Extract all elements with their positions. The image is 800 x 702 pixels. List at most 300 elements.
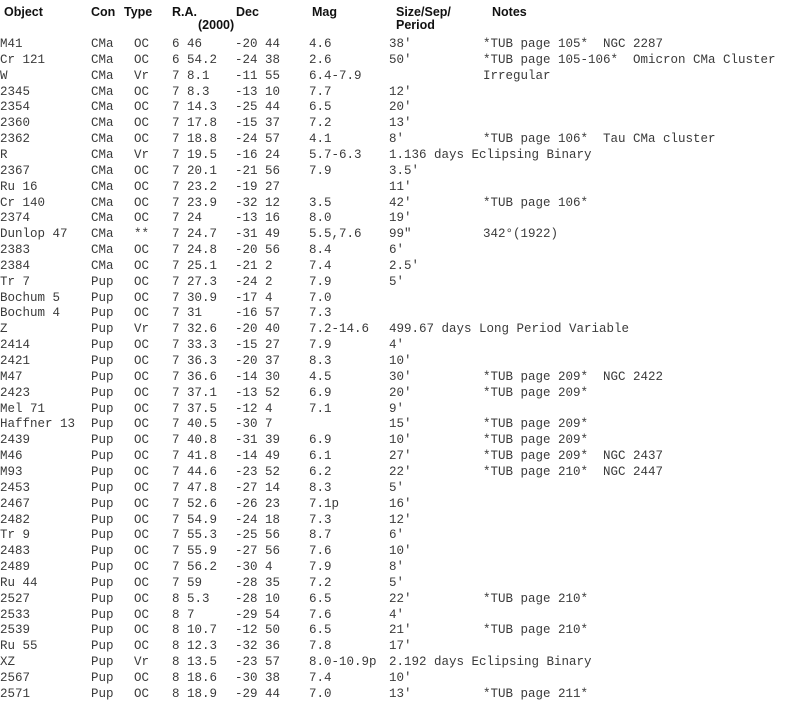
- table-row: [0, 559, 800, 575]
- cell-mag: 7.4: [309, 671, 332, 685]
- cell-mag: 6.5: [309, 623, 332, 638]
- cell-dec: -13 52: [235, 385, 281, 400]
- cell-dec: -17 4: [235, 290, 273, 305]
- cell-notes: *TUB page 105* NGC 2287: [483, 37, 664, 51]
- cell-ra: 7 37.5: [172, 401, 218, 416]
- cell-mag: 5.7-6.3: [309, 147, 362, 162]
- cell-object: 2533: [0, 607, 31, 622]
- cell-dec: -20 40: [235, 322, 281, 337]
- table-row: [0, 496, 800, 512]
- cell-dec: -27 56: [235, 544, 281, 559]
- cell-dec: -25 44: [235, 100, 281, 115]
- cell-object: Tr 7: [0, 274, 31, 289]
- cell-mag: 6.4-7.9: [309, 68, 362, 83]
- cell-size: 12': [389, 512, 412, 527]
- header-epoch: (2000): [198, 18, 235, 32]
- cell-mag: 7.2: [309, 116, 332, 131]
- table-row: [0, 163, 800, 179]
- cell-size: 17': [389, 639, 412, 654]
- cell-con: Pup: [91, 274, 114, 289]
- table-row: [0, 68, 800, 84]
- cell-dec: -23 57: [235, 655, 281, 670]
- cell-mag: 6.9: [309, 385, 332, 400]
- cell-type: OC: [134, 512, 150, 527]
- header-notes: Notes: [492, 5, 527, 19]
- cell-type: Vr: [134, 147, 150, 162]
- cell-size: 2.5': [389, 258, 420, 273]
- cell-con: CMa: [91, 52, 114, 67]
- cell-mag: 7.1: [309, 401, 332, 416]
- cell-con: Pup: [91, 496, 114, 511]
- cell-mag: 7.8: [309, 639, 332, 654]
- cell-mag: 3.5: [309, 195, 332, 210]
- cell-con: Pup: [91, 401, 114, 416]
- cell-object: M47: [0, 369, 23, 384]
- cell-dec: -31 49: [235, 227, 281, 242]
- cell-type: OC: [134, 132, 150, 147]
- cell-con: Pup: [91, 623, 114, 638]
- cell-ra: 7 40.8: [172, 433, 218, 448]
- table-row: [0, 52, 800, 68]
- cell-object: 2567: [0, 671, 31, 685]
- cell-con: Pup: [91, 464, 114, 479]
- cell-mag: 8.0-10.9p: [309, 655, 377, 670]
- table-row: [0, 210, 800, 226]
- table-row: [0, 242, 800, 258]
- cell-type: OC: [134, 306, 150, 321]
- cell-notes: *TUB page 211*: [483, 686, 589, 701]
- table-row: [0, 321, 800, 337]
- cell-notes: *TUB page 210*: [483, 591, 589, 606]
- cell-object: Ru 55: [0, 639, 38, 654]
- table-row: [0, 401, 800, 417]
- cell-size: 13': [389, 686, 412, 701]
- cell-dec: -13 10: [235, 84, 281, 99]
- cell-ra: 7 32.6: [172, 322, 218, 337]
- cell-size: 10': [389, 671, 412, 685]
- cell-size: 10': [389, 354, 412, 368]
- cell-mag: 7.9: [309, 163, 332, 178]
- cell-ra: 7 52.6: [172, 496, 218, 511]
- cell-ra: 7 27.3: [172, 274, 218, 289]
- cell-object: 2367: [0, 163, 31, 178]
- cell-size: 8': [389, 560, 405, 575]
- cell-ra: 7 36.6: [172, 369, 218, 384]
- cell-size: 1.136 days: [389, 147, 465, 162]
- cell-type: OC: [134, 338, 150, 353]
- cell-type: OC: [134, 401, 150, 416]
- cell-ra: 8 7: [172, 607, 195, 622]
- cell-ra: 8 10.7: [172, 623, 218, 638]
- cell-con: Pup: [91, 575, 114, 590]
- cell-mag: 5.5,7.6: [309, 227, 362, 242]
- cell-con: Pup: [91, 480, 114, 495]
- cell-type: OC: [134, 449, 150, 464]
- cell-notes: *TUB page 106*: [483, 195, 589, 210]
- cell-dec: -32 12: [235, 195, 281, 210]
- header-period: Period: [396, 18, 435, 32]
- cell-type: OC: [134, 258, 150, 273]
- cell-mag: 4.5: [309, 369, 332, 384]
- cell-object: 2489: [0, 560, 31, 575]
- cell-type: OC: [134, 544, 150, 559]
- cell-con: CMa: [91, 147, 114, 162]
- cell-mag: 8.0: [309, 211, 332, 226]
- cell-con: CMa: [91, 116, 114, 131]
- table-row: [0, 638, 800, 654]
- table-row: [0, 512, 800, 528]
- cell-type: OC: [134, 528, 150, 543]
- table-row: [0, 654, 800, 670]
- cell-con: CMa: [91, 243, 114, 258]
- cell-type: OC: [134, 496, 150, 511]
- cell-size: 20': [389, 100, 412, 115]
- cell-con: CMa: [91, 211, 114, 226]
- cell-size: 19': [389, 211, 412, 226]
- cell-dec: -20 37: [235, 354, 281, 368]
- table-row: [0, 385, 800, 401]
- cell-ra: 7 25.1: [172, 258, 218, 273]
- cell-ra: 8 18.9: [172, 686, 218, 701]
- cell-dec: -19 27: [235, 179, 281, 194]
- cell-size: 11': [389, 179, 412, 194]
- cell-con: Pup: [91, 385, 114, 400]
- cell-dec: -24 57: [235, 132, 281, 147]
- cell-object: Bochum 4: [0, 306, 61, 321]
- cell-dec: -14 49: [235, 449, 281, 464]
- cell-ra: 7 24: [172, 211, 203, 226]
- table-row: [0, 305, 800, 321]
- cell-type: OC: [134, 686, 150, 701]
- cell-object: M46: [0, 449, 23, 464]
- cell-type: OC: [134, 290, 150, 305]
- table-row: [0, 416, 800, 432]
- cell-mag: 4.6: [309, 37, 332, 51]
- cell-mag: 6.5: [309, 591, 332, 606]
- cell-mag: 7.6: [309, 607, 332, 622]
- cell-object: 2384: [0, 258, 31, 273]
- cell-dec: -14 30: [235, 369, 281, 384]
- table-row: [0, 369, 800, 385]
- header-size: Size/Sep/: [396, 5, 451, 19]
- cell-type: OC: [134, 671, 150, 685]
- cell-mag: 7.4: [309, 258, 332, 273]
- cell-size: 16': [389, 496, 412, 511]
- table-row: [0, 432, 800, 448]
- cell-dec: -30 4: [235, 560, 273, 575]
- table-row: [0, 448, 800, 464]
- cell-size: 10': [389, 433, 412, 448]
- cell-dec: -29 54: [235, 607, 281, 622]
- cell-dec: -16 57: [235, 306, 281, 321]
- cell-ra: 7 54.9: [172, 512, 218, 527]
- cell-type: Vr: [134, 322, 150, 337]
- cell-notes: *TUB page 209* NGC 2422: [483, 369, 664, 384]
- cell-size: 12': [389, 84, 412, 99]
- cell-object: 2354: [0, 100, 31, 115]
- table-row: [0, 115, 800, 131]
- cell-con: Pup: [91, 290, 114, 305]
- cell-size: 5': [389, 480, 405, 495]
- cell-ra: 7 40.5: [172, 417, 218, 432]
- cell-ra: 7 19.5: [172, 147, 218, 162]
- cell-con: Pup: [91, 417, 114, 432]
- cell-object: Mel 71: [0, 401, 46, 416]
- cell-ra: 7 17.8: [172, 116, 218, 131]
- table-row: [0, 99, 800, 115]
- cell-notes: *TUB page 210*: [483, 623, 589, 638]
- cell-con: Pup: [91, 607, 114, 622]
- cell-type: OC: [134, 354, 150, 368]
- cell-con: CMa: [91, 84, 114, 99]
- cell-con: Pup: [91, 639, 114, 654]
- cell-con: CMa: [91, 163, 114, 178]
- cell-dec: -24 18: [235, 512, 281, 527]
- cell-con: CMa: [91, 179, 114, 194]
- table-row: [0, 195, 800, 211]
- cell-type: OC: [134, 623, 150, 638]
- cell-con: CMa: [91, 37, 114, 51]
- cell-size: 4': [389, 338, 405, 353]
- cell-con: Pup: [91, 544, 114, 559]
- cell-con: Pup: [91, 655, 114, 670]
- cell-type: Vr: [134, 68, 150, 83]
- cell-con: CMa: [91, 195, 114, 210]
- table-row: [0, 464, 800, 480]
- header-ra: R.A.: [172, 5, 197, 19]
- table-row: [0, 527, 800, 543]
- cell-size: 13': [389, 116, 412, 131]
- cell-con: Pup: [91, 560, 114, 575]
- header-mag: Mag: [312, 5, 337, 19]
- table-row: [0, 131, 800, 147]
- cell-size: 499.67 days: [389, 322, 472, 337]
- cell-type: OC: [134, 84, 150, 99]
- cell-object: 2571: [0, 686, 31, 701]
- cell-con: Pup: [91, 528, 114, 543]
- cell-ra: 7 20.1: [172, 163, 218, 178]
- table-row: [0, 337, 800, 353]
- cell-ra: 7 14.3: [172, 100, 218, 115]
- cell-con: Pup: [91, 512, 114, 527]
- cell-ra: 7 31: [172, 306, 203, 321]
- cell-notes: *TUB page 106* Tau CMa cluster: [483, 132, 716, 147]
- cell-con: CMa: [91, 100, 114, 115]
- cell-con: Pup: [91, 306, 114, 321]
- cell-notes: *TUB page 209* NGC 2437: [483, 449, 664, 464]
- cell-object: 2423: [0, 385, 31, 400]
- cell-notes: Irregular: [483, 68, 551, 83]
- header-object: Object: [4, 5, 43, 19]
- cell-dec: -13 16: [235, 211, 281, 226]
- cell-object: Ru 44: [0, 575, 38, 590]
- table-row: [0, 607, 800, 623]
- cell-object: 2539: [0, 623, 31, 638]
- cell-con: CMa: [91, 258, 114, 273]
- cell-notes: *TUB page 209*: [483, 433, 589, 448]
- cell-dec: -30 38: [235, 671, 281, 685]
- cell-object: 2414: [0, 338, 31, 353]
- cell-ra: 7 24.7: [172, 227, 218, 242]
- cell-notes: *TUB page 209*: [483, 417, 589, 432]
- cell-type: OC: [134, 480, 150, 495]
- cell-type: OC: [134, 274, 150, 289]
- cell-notes: *TUB page 210* NGC 2447: [483, 464, 664, 479]
- cell-ra: 6 46: [172, 37, 203, 51]
- cell-dec: -21 2: [235, 258, 273, 273]
- cell-object: Dunlop 47: [0, 227, 68, 242]
- table-row: [0, 36, 800, 52]
- cell-type: OC: [134, 116, 150, 131]
- cell-type: OC: [134, 369, 150, 384]
- cell-type: Vr: [134, 655, 150, 670]
- cell-type: OC: [134, 591, 150, 606]
- cell-object: 2439: [0, 433, 31, 448]
- cell-object: R: [0, 147, 8, 162]
- cell-type: OC: [134, 243, 150, 258]
- cell-type: OC: [134, 575, 150, 590]
- cell-ra: 8 12.3: [172, 639, 218, 654]
- cell-size: 3.5': [389, 163, 420, 178]
- cell-dec: -23 52: [235, 464, 281, 479]
- cell-mag: 8.4: [309, 243, 332, 258]
- cell-size: 6': [389, 243, 405, 258]
- table-row: [0, 353, 800, 369]
- cell-ra: 8 18.6: [172, 671, 218, 685]
- header-dec: Dec: [236, 5, 259, 19]
- cell-dec: -31 39: [235, 433, 281, 448]
- cell-dec: -16 24: [235, 147, 281, 162]
- cell-object: 2383: [0, 243, 31, 258]
- table-row: [0, 179, 800, 195]
- cell-mag: 7.9: [309, 338, 332, 353]
- table-row: [0, 622, 800, 638]
- cell-con: CMa: [91, 68, 114, 83]
- cell-con: Pup: [91, 433, 114, 448]
- cell-mag: 7.6: [309, 544, 332, 559]
- cell-object: Tr 9: [0, 528, 31, 543]
- header-con: Con: [91, 5, 116, 19]
- cell-ra: 7 33.3: [172, 338, 218, 353]
- cell-notes: Eclipsing Binary: [471, 655, 592, 670]
- cell-size: 20': [389, 385, 412, 400]
- cell-type: OC: [134, 163, 150, 178]
- cell-ra: 7 47.8: [172, 480, 218, 495]
- cell-size: 22': [389, 464, 412, 479]
- cell-mag: 7.7: [309, 84, 332, 99]
- cell-object: M93: [0, 464, 23, 479]
- cell-ra: 7 59: [172, 575, 203, 590]
- cell-dec: -12 50: [235, 623, 281, 638]
- cell-object: 2483: [0, 544, 31, 559]
- table-row: [0, 258, 800, 274]
- cell-type: OC: [134, 464, 150, 479]
- header-type: Type: [124, 5, 153, 19]
- cell-ra: 7 55.9: [172, 544, 218, 559]
- cell-ra: 7 44.6: [172, 464, 218, 479]
- cell-dec: -28 10: [235, 591, 281, 606]
- cell-size: 2.192 days: [389, 655, 465, 670]
- cell-dec: -32 36: [235, 639, 281, 654]
- cell-mag: 7.0: [309, 686, 332, 701]
- cell-notes: *TUB page 209*: [483, 385, 589, 400]
- cell-object: XZ: [0, 655, 16, 670]
- table-row: [0, 274, 800, 290]
- cell-dec: -11 55: [235, 68, 281, 83]
- cell-size: 21': [389, 623, 412, 638]
- cell-con: Pup: [91, 671, 114, 685]
- cell-object: 2362: [0, 132, 31, 147]
- cell-type: OC: [134, 195, 150, 210]
- cell-size: 22': [389, 591, 412, 606]
- cell-size: 42': [389, 195, 412, 210]
- table-row: [0, 290, 800, 306]
- cell-dec: -24 2: [235, 274, 273, 289]
- cell-con: Pup: [91, 686, 114, 701]
- table-row: [0, 575, 800, 591]
- cell-type: OC: [134, 37, 150, 51]
- table-row: [0, 84, 800, 100]
- cell-object: Ru 16: [0, 179, 38, 194]
- cell-mag: 6.5: [309, 100, 332, 115]
- cell-size: 8': [389, 132, 405, 147]
- cell-mag: 7.1p: [309, 496, 340, 511]
- cell-type: OC: [134, 639, 150, 654]
- cell-object: Cr 121: [0, 52, 46, 67]
- cell-dec: -15 37: [235, 116, 281, 131]
- cell-size: 50': [389, 52, 412, 67]
- cell-size: 99": [389, 227, 412, 242]
- cell-dec: -20 56: [235, 243, 281, 258]
- cell-dec: -28 35: [235, 575, 281, 590]
- cell-ra: 7 36.3: [172, 354, 218, 368]
- cell-size: 30': [389, 369, 412, 384]
- cell-size: 6': [389, 528, 405, 543]
- cell-size: 10': [389, 544, 412, 559]
- cell-ra: 8 5.3: [172, 591, 210, 606]
- cell-ra: 7 37.1: [172, 385, 218, 400]
- cell-notes: *TUB page 105-106* Omicron CMa Cluster: [483, 52, 776, 67]
- cell-dec: -21 56: [235, 163, 281, 178]
- cell-mag: 2.6: [309, 52, 332, 67]
- cell-con: Pup: [91, 369, 114, 384]
- cell-ra: 7 23.2: [172, 179, 218, 194]
- cell-ra: 7 56.2: [172, 560, 218, 575]
- cell-size: 5': [389, 575, 405, 590]
- cell-mag: 7.9: [309, 274, 332, 289]
- cell-ra: 6 54.2: [172, 52, 218, 67]
- table-row: [0, 147, 800, 163]
- cell-mag: 8.3: [309, 480, 332, 495]
- cell-type: OC: [134, 179, 150, 194]
- cell-notes: Eclipsing Binary: [471, 147, 592, 162]
- cell-notes: Long Period Variable: [479, 322, 630, 337]
- cell-mag: 7.9: [309, 560, 332, 575]
- cell-object: 2374: [0, 211, 31, 226]
- table-row: [0, 480, 800, 496]
- cell-dec: -12 4: [235, 401, 273, 416]
- cell-object: W: [0, 68, 8, 83]
- cell-type: OC: [134, 417, 150, 432]
- cell-object: 2467: [0, 496, 31, 511]
- cell-type: OC: [134, 560, 150, 575]
- cell-dec: -29 44: [235, 686, 281, 701]
- cell-type: OC: [134, 100, 150, 115]
- cell-size: 9': [389, 401, 405, 416]
- cell-object: 2482: [0, 512, 31, 527]
- cell-con: Pup: [91, 449, 114, 464]
- cell-object: 2345: [0, 84, 31, 99]
